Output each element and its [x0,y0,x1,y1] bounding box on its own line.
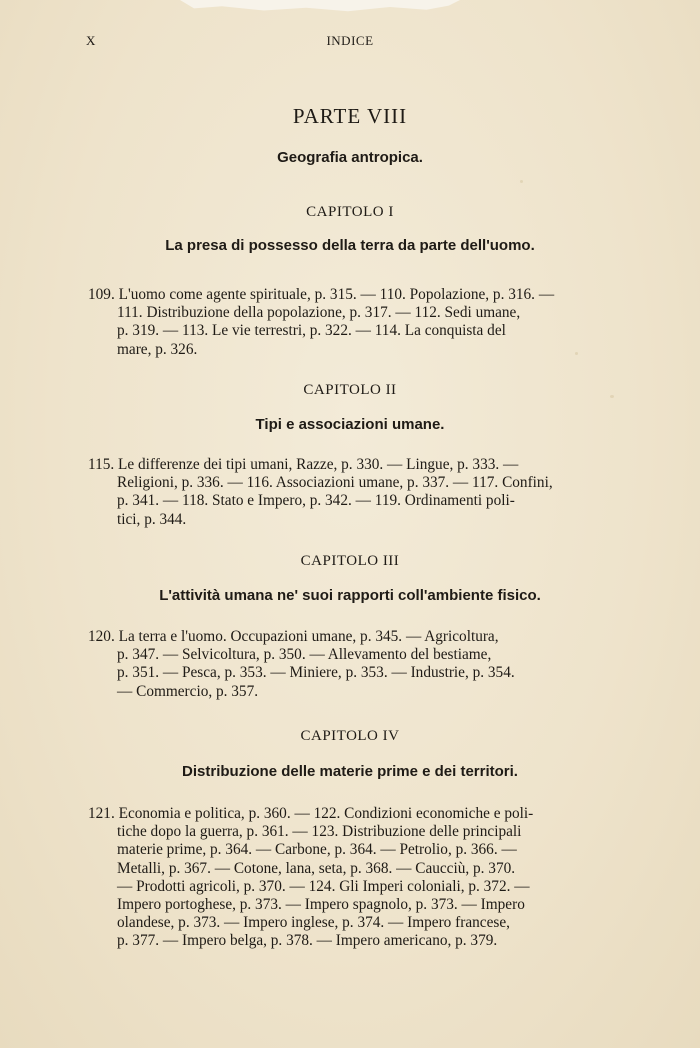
entry-line: tici, p. 344. [117,510,187,528]
entry-line: 120. La terra e l'uomo. Occupazioni umane, p. 345. — Agricoltura, [88,628,499,645]
entry-line: p. 377. — Impero belga, p. 378. — Impero americano, p. 379. [117,932,498,950]
entry-line: p. 347. — Selvicoltura, p. 350. — Allevamento del bestiame, [117,646,492,664]
entry-line: tiche dopo la guerra, p. 361. — 123. Distribuzione delle principali [117,823,522,841]
chapter-heading: CAPITOLO III [300,553,400,569]
entry-line: — Commercio, p. 357. [117,682,259,700]
entry-line: Metalli, p. 367. — Cotone, lana, seta, p. 368. — Caucciù, p. 370. [117,859,516,877]
entry-line: Religioni, p. 336. — 116. Associazioni umane, p. 337. — 117. Confini, [117,474,553,492]
torn-paper-edge [180,0,460,14]
chapter-title: Tipi e associazioni umane. [255,416,445,433]
entry-line: p. 319. — 113. Le vie terrestri, p. 322. — 114. La conquista del [117,322,506,340]
entry-line: 121. Economia e politica, p. 360. — 122. Condizioni economiche e poli- [88,805,534,822]
entry-line: — Prodotti agricoli, p. 370. — 124. Gli Imperi coloniali, p. 372. — [117,877,530,895]
chapter-entry [88,456,628,529]
entry-line: 111. Distribuzione della popolazione, p. 317. — 112. Sedi umane, [117,304,521,322]
page-number: X [86,33,96,48]
chapter-entry [88,628,628,701]
chapter-title: Distribuzione delle materie prime e dei territori. [182,763,518,780]
chapter-title: L'attività umana ne' suoi rapporti coll'ambiente fisico. [159,587,541,604]
entry-line: p. 341. — 118. Stato e Impero, p. 342. — 119. Ordinamenti poli- [117,492,515,510]
entry-line: olandese, p. 373. — Impero inglese, p. 374. — Impero francese, [117,914,510,932]
chapter-heading: CAPITOLO II [303,382,397,398]
part-title: PARTE VIII [292,104,408,128]
chapter-heading: CAPITOLO I [306,204,394,220]
entry-line: 109. L'uomo come agente spirituale, p. 315. — 110. Popolazione, p. 316. — [88,286,555,303]
entry-line: p. 351. — Pesca, p. 353. — Miniere, p. 353. — Industrie, p. 354. [117,664,515,682]
paper-fleck [520,180,523,183]
running-head-title: INDICE [326,33,374,48]
chapter-entry [88,286,628,359]
chapter-title: La presa di possesso della terra da parte dell'uomo. [165,237,535,254]
entry-line: mare, p. 326. [117,340,198,358]
chapter-heading: CAPITOLO IV [300,728,400,744]
entry-line: Impero portoghese, p. 373. — Impero spagnolo, p. 373. — Impero [117,896,525,914]
entry-line: 115. Le differenze dei tipi umani, Razze, p. 330. — Lingue, p. 333. — [88,456,519,473]
chapter-entry [88,805,628,951]
part-subtitle: Geografia antropica. [277,149,423,166]
entry-line: materie prime, p. 364. — Carbone, p. 364. — Petrolio, p. 366. — [117,841,517,859]
